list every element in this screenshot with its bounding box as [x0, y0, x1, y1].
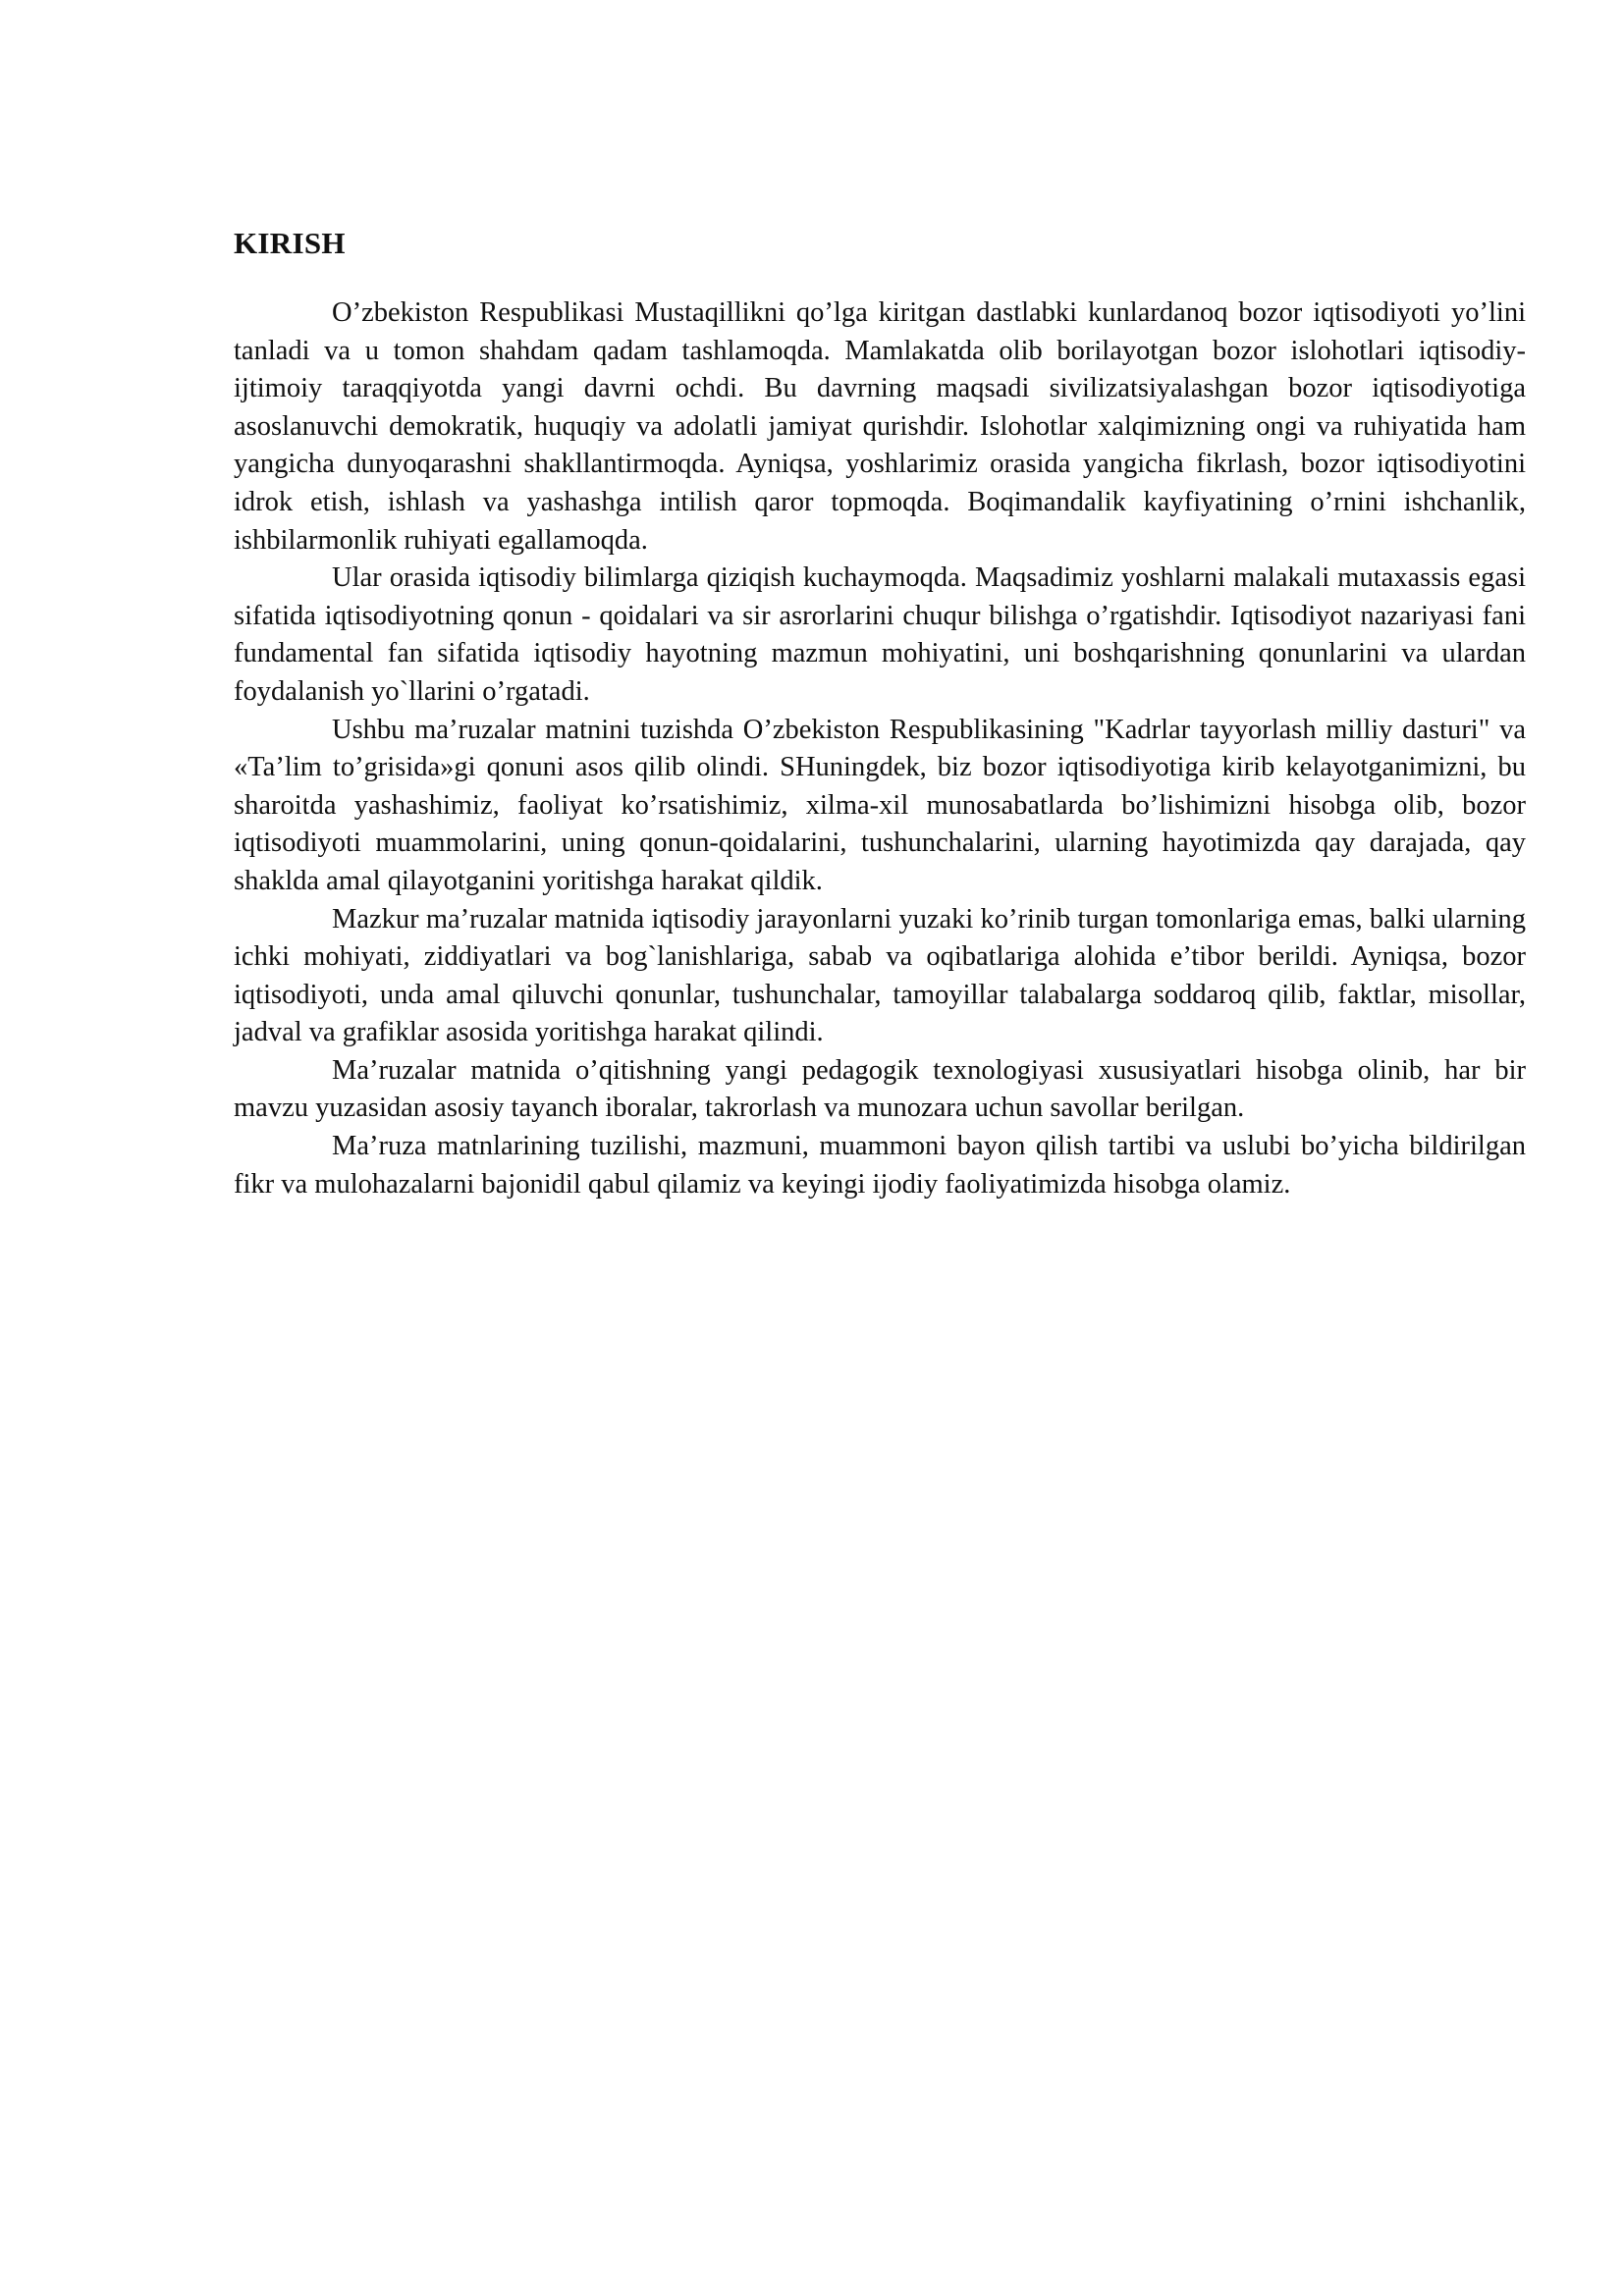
body-paragraph-4: Mazkur ma’ruzalar matnida iqtisodiy jarayonlarni yuzaki ko’rinib turgan tomonlariga emas, balki ularning ichki mohiyati, ziddiyatlari va bog`lanishlariga, sabab va oqibatlariga alohida e’tibor berildi. Ayniqsa, bozor iqtisodiyoti, unda amal qiluvchi qonunlar, tushunchalar, tamoyillar talabalarga soddaroq qilib, faktlar, misollar, jadval va grafiklar asosida yoritishga harakat qilindi.	[234, 903, 1526, 1048]
body-paragraph-6: Ma’ruza matnlarining tuzilishi, mazmuni, muammoni bayon qilish tartibi va uslubi bo’yicha bildirilgan fikr va mulohazalarni bajonidil qabul qilamiz va keyingi ijodiy faoliyatimizda hisobga olamiz.	[234, 1131, 1526, 1200]
body-paragraph-3: Ushbu ma’ruzalar matnini tuzishda O’zbekiston Respublikasining "Kadrlar tayyorlash milliy dasturi" va «Ta’lim to’grisida»gi qonuni asos qilib olindi. SHuningdek, biz bozor iqtisodiyotiga kirib kelayotganimizni, bu sharoitda yashashimiz, faoliyat ko’rsatishimiz, xilma-xil munosabatlarda bo’lishimizni hisobga olib, bozor iqtisodiyoti muammolarini, uning qonun-qoidalarini, tushunchalarini, ularning hayotimizda qay darajada, qay shaklda amal qilayotganini yoritishga harakat qildik.	[234, 714, 1526, 896]
body-paragraph-5: Ma’ruzalar matnida o’qitishning yangi pedagogik texnologiyasi xususiyatlari hisobga olinib, har bir mavzu yuzasidan asosiy tayanch iboralar, takrorlash va munozara uchun savollar berilgan.	[234, 1054, 1526, 1124]
page-content	[234, 224, 1526, 1203]
page-heading: KIRISH	[234, 226, 346, 260]
body-paragraph-2: Ular orasida iqtisodiy bilimlarga qiziqish kuchaymoqda. Maqsadimiz yoshlarni malakali mutaxassis egasi sifatida iqtisodiyotning qonun - qoidalari va sir asrorlarini chuqur bilishga o’rgatishdir. Iqtisodiyot nazariyasi fani fundamental fan sifatida iqtisodiy hayotning mazmun mohiyatini, uni boshqarishning qonunlarini va ulardan foydalanish yo`llarini o’rgatadi.	[234, 562, 1526, 707]
body-paragraph-1: O’zbekiston Respublikasi Mustaqillikni qo’lga kiritgan dastlabki kunlardanoq bozor iqtisodiyoti yo’lini tanladi va u tomon shahdam qadam tashlamoqda. Mamlakatda olib borilayotgan bozor islohotlari iqtisodiy-ijtimoiy taraqqiyotda yangi davrni ochdi. Bu davrning maqsadi sivilizatsiyalashgan bozor iqtisodiyotiga asoslanuvchi demokratik, huquqiy va adolatli jamiyat qurishdir. Islohotlar xalqimizning ongi va ruhiyatida ham yangicha dunyoqarashni shakllantirmoqda. Ayniqsa, yoshlarimiz orasida yangicha fikrlash, bozor iqtisodiyotini idrok etish, ishlash va yashashga intilish qaror topmoqda. Boqimandalik kayfiyatining o’rnini ishchanlik, ishbilarmonlik ruhiyati egallamoqda.	[234, 297, 1526, 556]
